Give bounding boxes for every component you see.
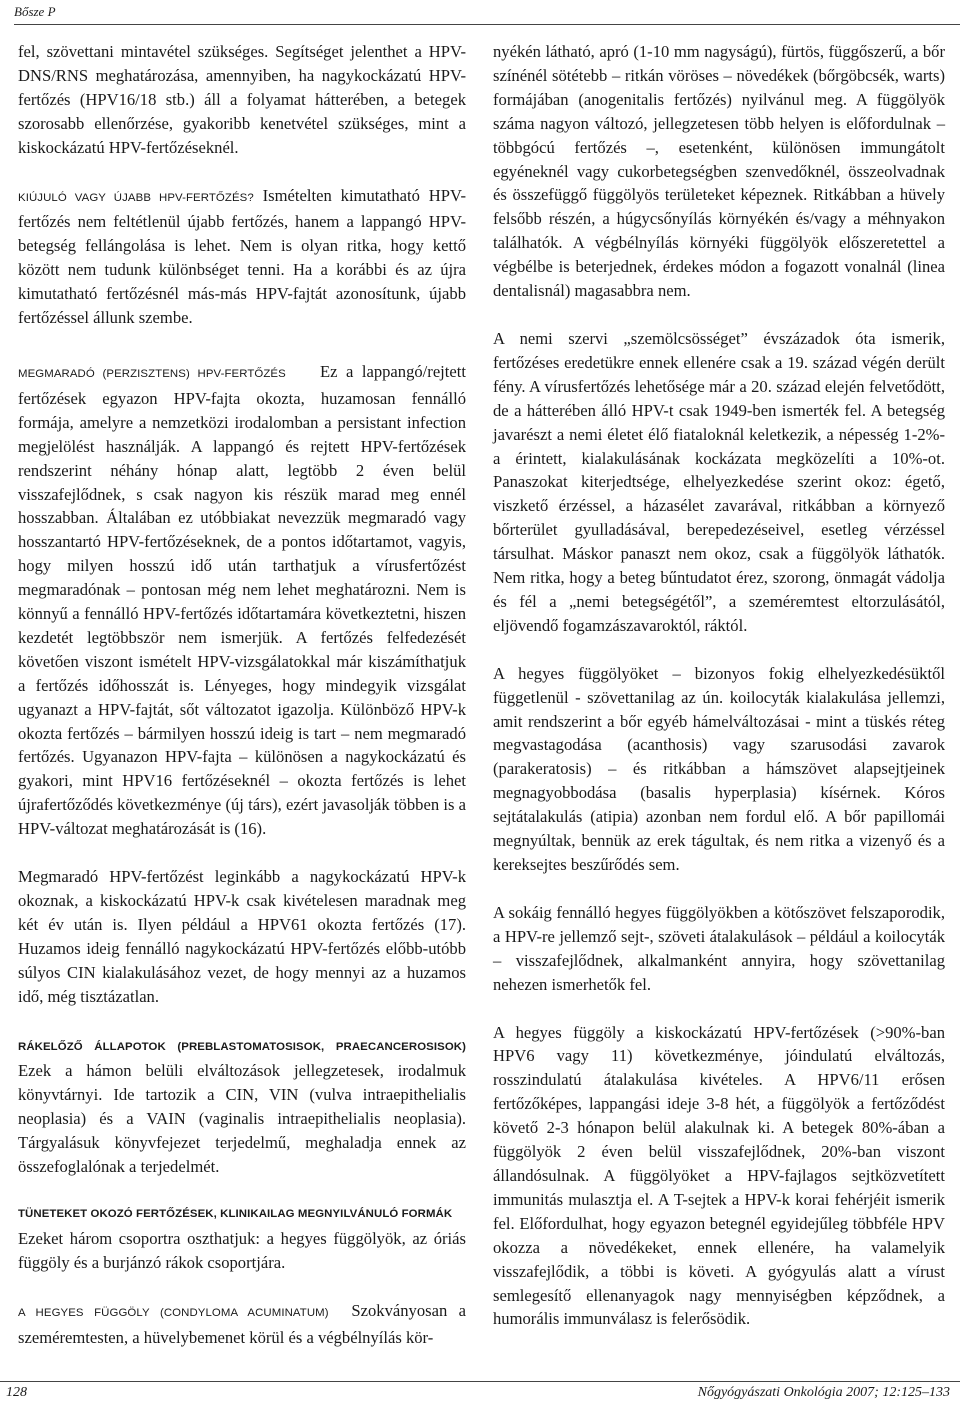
paragraph: [18, 360, 471, 841]
paragraph-text: Ezek a hámon belüli elváltozások jellegzetesek, irodalmuk könyvtárnyi. Ide tartozik a CIN, VIN (vulva intraepithelialis neoplasia) és a VAIN (vaginalis intraepithelialis neoplasia). Tárgyalásuk könyvfejezet terjedelmű, meghaladja ennek az összefoglalónak a terjedelmét.: [18, 1061, 466, 1177]
paragraph-text: A hegyes függöly a kiskockázatú HPV-fertőzések (>90%-ban HPV6 vagy 11) következménye, jóindulatú elváltozás, rosszindulatú átalakulása kivételes. A HPV6/11 erősen fertőzőképes, lappangási ideje 3-8 hét, a függölyök a fertőződést követő 2-3 hónapon belül alakulnak ki. A betegek 80%-ában a függölyök 2 éven belül visszafejlődnek, 20%-ban viszont állandósulnak. A függölyöket a HPV-fajlagos sejtközvetített immunitás mulasztja el. A T-sejtek a HPV-k korai fehérjéit ismerik fel. Előfordulhat, hogy egyazon betegnél egyidejűleg többféle HPV okozza a növedékeket, ennek ellenére, ha valamelyik visszafejlődik, a többi is követi. A gyógyulás alatt a vírust semlegesítő ellenanyagok nagy mennyiségben képződnek, a humorális immunválasz is felerősödik.: [493, 1022, 945, 1329]
paragraph-text: nyékén látható, apró (1-10 mm nagyságú), fürtös, függőszerű, a bőr színénél sötétebb – ritkán vöröses – növedékek (bőrgöbcsék, warts) formájában (anogenitalis fertőzés) nyilvánul meg. A függölyök száma nagyon változó, jellegzetesen több helyen is előfordulnak – többgócú fertőzés –, esetenként, különösen immungátolt egyéneknél vagy cukorbetegségben szenvedőknél, összeolvadnak és összefüggő függölyös területeket képeznek. Ritkábban a hüvely felsőbb részén, a húgycsőnyílás környékén és/vagy a méhnyakon találhatók. A végbélnyílás környéki függölyök előszeretettel a végbélbe is beterjednek, érdekes módon a fogazott vonalnál (linea dentalisnál) magasabbra nem.: [493, 42, 945, 301]
paragraph: [18, 1033, 466, 1179]
page-number: 128: [6, 1385, 27, 1400]
journal-citation: Nőgyógyászati Onkológia 2007; 12:125–133: [697, 1385, 950, 1400]
paragraph: [18, 1299, 471, 1350]
section-lead: A HEGYES FÜGGÖLY (CONDYLOMA ACUMINATUM): [18, 1306, 329, 1319]
right-column: [493, 40, 945, 1355]
paragraph: [18, 184, 466, 330]
paragraph-text: Megmaradó HPV-fertőzést leginkább a nagykockázatú HPV-k okoznak, a kiskockázatú HPV-k csak kivételesen maradnak meg két év után is. Ilyen például a HPV61 okozta fertőzés (17). Huzamos ideig fennálló nagykockázatú HPV-fertőzés előbb-utóbb súlyos CIN kialakulásához vezet, de hogy mennyi az a huzamos idő, még tisztázatlan.: [18, 867, 466, 1006]
paragraph: [18, 1203, 466, 1275]
paragraph-text: A sokáig fennálló hegyes függölyökben a kötőszövet felszaporodik, a HPV-re jellemző sejt-, szöveti átalakulások – például a koilocyták – visszafejlődnek, alkalmanként annyira, hogy szövettanilag nehezen ismerhetők fel.: [493, 902, 945, 994]
paragraph-text: Ez a lappangó/rejtett fertőzések egyazon HPV-fajta okozta, huzamosan fennálló formája, amelyre a nemzetközi irodalomban a persistant infection megjelölést használják. A lappangó és rejtett HPV-fertőzések rendszerint néhány hónap alatt, legtöbb 2 éven belül visszafejlődnek, s csak nagyon kis részük marad meg ennél hosszabban. Általában ez utóbbiakat nevezzük megmaradó vagy hosszantartó HPV-fertőzéseknek, de a pontos időtartamot, vagyis, hogy milyen hosszú idő után tarthatjuk a vírusfertőzést megmaradónak – pontosan még nem lehet meghatározni. Nem is könnyű a fennálló HPV-fertőzés időtartamára következtetni, hiszen kezdetét legtöbbször nem ismerjük. A fertőzés felfedezését követően viszont ismételt HPV-vizsgálatokkal már kiszámíthatjuk a fertőzés időhosszát is. Lényeges, hogy mindegyik vizsgálat ugyanazt a HPV-fajtát, sőt változatot igazolja. Különböző HPV-k okozta fertőzés – bármilyen hosszú ideig is tart – nem megmaradó fertőzés. Ugyanazon HPV-fajta – különösen a nagykockázatú és gyakori, mint HPV16 fertőzéseknél – okozta fertőzés is lehet újrafertőződés következménye (új társ), ezért javasolják többen is a HPV-változat meghatározását is (16).: [18, 361, 471, 839]
paragraph: [18, 40, 466, 160]
paragraph-text: A nemi szervi „szemölcsösséget” évszázadok óta ismerik, fertőzéses eredetükre ennek ellenére csak a 19. század végén derült fény. A vírusfertőzés lehetősége már a 20. század elején felvetődött, de a hátterében álló HPV-t csak 1949-ben ismerték fel. A betegség javarészt a nemi életet élő fiataloknál keletkezik, a népesség 1-2%-a érintett, kialakulásának kockázata megközelíti a 10%-ot. Panaszokat kiterjedtsége, elhelyezkedése szerint okoz: égető, viszkető érzéssel, a házasélet zavarával, ritkábban a környező bőrterület gyulladásával, berepedezéseivel, esetleg vérzéssel társulhat. Máskor panaszt nem okoz, csak a függölyök láthatók. Nem ritka, hogy a beteg bűntudatot érez, szorong, önmagát vádolja és fél a „nemi betegségétől”, a szeméremtest eltorzulásától, eljövendő fogamzászavaroktól, ráktól.: [493, 328, 945, 635]
paragraph: [493, 662, 945, 877]
paragraph: [493, 327, 945, 638]
section-lead: MEGMARADÓ (PERZISZTENS) HPV-FERTŐZÉS: [18, 367, 286, 380]
paragraph-text: Ismételten kimutatható HPV-fertőzés nem feltétlenül újabb fertőzés, hanem a lappangó HPV-betegség fellángolása is lehet. Nem is olyan ritka, hogy kettő között nem tudunk különbséget tenni. Ha a korábbi és az újra kimutatható fertőzésnél más-más HPV-fajtát azonosítunk, újabb fertőzéssel állunk szembe.: [18, 185, 466, 328]
paragraph-text: A hegyes függölyöket – bizonyos fokig elhelyezkedésüktől függetlenül - szövettanilag az ún. koilocyták kialakulása jellemzi, amit rendszerint a bőr egyéb hámelváltozásai - mint a tüskés réteg megvastagodása (acanthosis) vagy szarusodási zavarok (parakeratosis) – és ritkábban a hámszövet alapsejtjeinek megnagyobbodása (basalis hyperplasia) kísérnek. Kóros sejtátalakulás (atipia) azonban nem fordul elő. A bőr papillomái megnyúltak, bennük az erek tágultak, és nem ritka a vizenyő és a kereksejtes beszűrődés sem.: [493, 663, 945, 874]
section-lead: RÁKELŐZŐ ÁLLAPOTOK (PREBLASTOMATOSISOK, PRAECANCEROSISOK): [18, 1040, 466, 1053]
paragraph: [493, 901, 945, 997]
section-lead: KIÚJULÓ VAGY ÚJABB HPV-FERTŐZÉS?: [18, 191, 254, 204]
paragraph: [493, 1021, 945, 1332]
section-lead: TÜNETEKET OKOZÓ FERTŐZÉSEK, KLINIKAILAG MEGNYILVÁNULÓ FORMÁK: [18, 1207, 453, 1220]
paragraph: [493, 40, 945, 303]
paragraph-text: Szokványosan a szeméremtesten, a hüvelybemenet körül és a végbélnyílás kör-: [18, 1300, 471, 1347]
paragraph-text: Ezeket három csoportra oszthatjuk: a hegyes függölyök, az óriás függöly és a burjánzó rákok csoportjára.: [18, 1228, 466, 1272]
footer-rule: [0, 1381, 960, 1382]
paragraph: [18, 865, 466, 1008]
header-rule: [14, 24, 960, 25]
left-column: [18, 40, 471, 1374]
running-head: Bősze P: [14, 4, 56, 19]
paragraph-text: fel, szövettani mintavétel szükséges. Segítséget jelenthet a HPV-DNS/RNS meghatározása, amennyiben, ha nagykockázatú HPV-fertőzés (HPV16/18 stb.) áll a folyamat hátterében, a betegek szorosabb ellenőrzése, gyakoribb kenetvétel szükséges, mint a kiskockázatú HPV-fertőzéseknél.: [18, 42, 466, 157]
